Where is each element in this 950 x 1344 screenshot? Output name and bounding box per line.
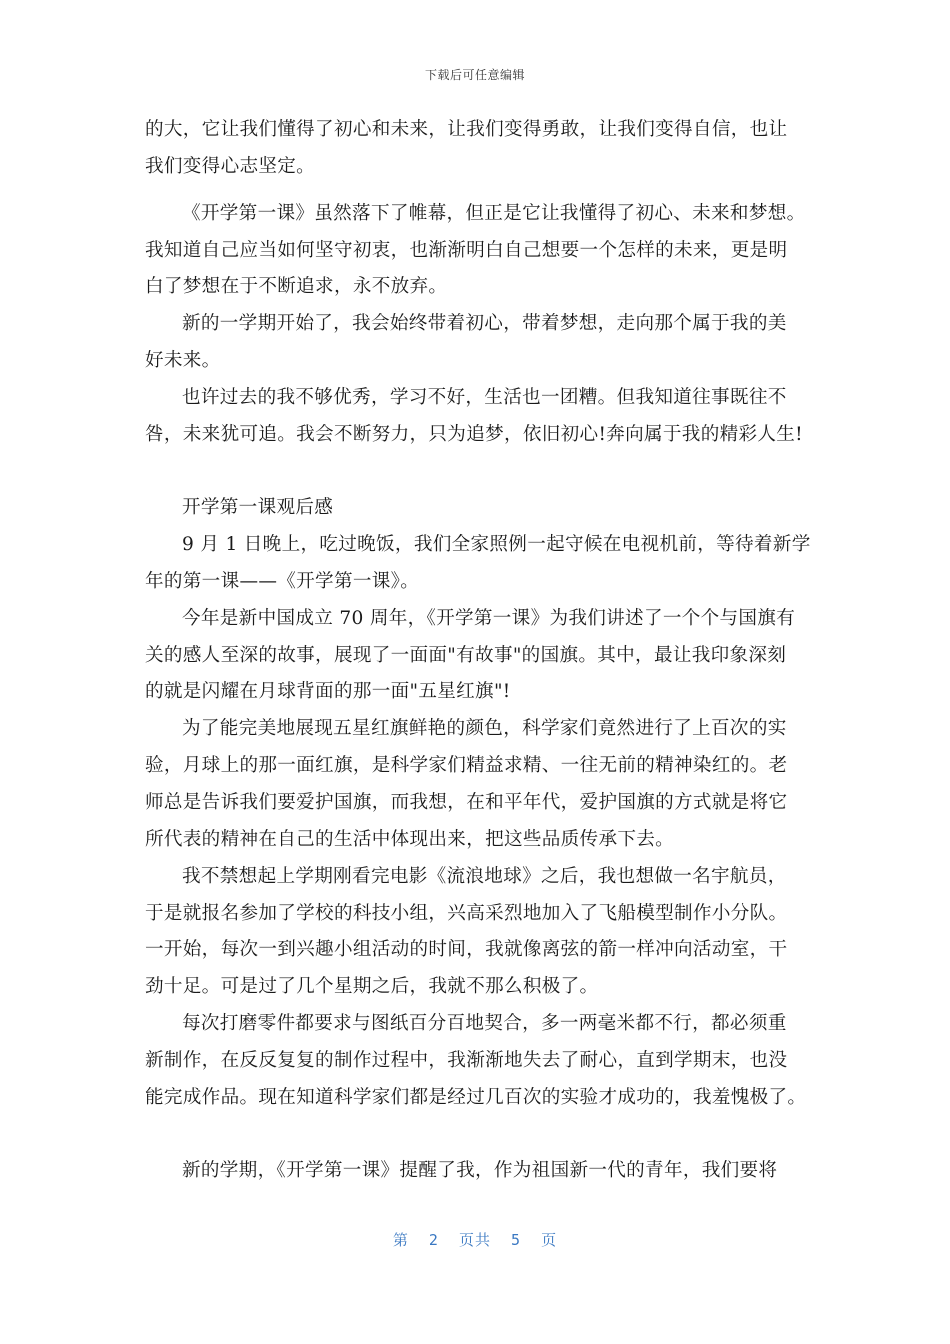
text-line: 每次打磨零件都要求与图纸百分百地契合，多一两毫米都不行，都必须重 <box>182 1013 787 1034</box>
footer-current-page: 2 <box>428 1231 439 1249</box>
text-line: 所代表的精神在自己的生活中体现出来，把这些品质传承下去。 <box>145 829 675 850</box>
page-footer <box>0 1229 950 1250</box>
text-line: 新制作，在反反复复的制作过程中，我渐渐地失去了耐心，直到学期末，也没 <box>145 1050 788 1071</box>
text-line: 关的感人至深的故事，展现了一面面"有故事"的国旗。其中，最让我印象深刻 <box>145 645 787 666</box>
text-line: 新的一学期开始了，我会始终带着初心，带着梦想，走向那个属于我的美 <box>182 313 787 334</box>
text-line: 的大，它让我们懂得了初心和未来，让我们变得勇敢，让我们变得自信，也让 <box>145 119 788 140</box>
text-line: 白了梦想在于不断追求，永不放弃。 <box>145 276 448 297</box>
text-line: 咎，未来犹可追。我会不断努力，只为追梦，依旧初心!奔向属于我的精彩人生! <box>145 424 803 445</box>
footer-page-suffix: 页 <box>541 1231 558 1249</box>
footer-total-pages: 5 <box>511 1231 522 1249</box>
text-line: 今年是新中国成立 70 周年，《开学第一课》为我们讲述了一个个与国旗有 <box>182 608 796 629</box>
text-line: 新的学期，《开学第一课》提醒了我，作为祖国新一代的青年，我们要将 <box>182 1160 778 1181</box>
text-line: 好未来。 <box>145 350 221 371</box>
footer-page-word: 第 <box>392 1231 409 1249</box>
text-line: 9 月 1 日晚上，吃过晚饭，我们全家照例一起守候在电视机前，等待着新学 <box>182 534 811 555</box>
text-line: 师总是告诉我们要爱护国旗，而我想，在和平年代，爱护国旗的方式就是将它 <box>145 792 788 813</box>
text-line: 劲十足。可是过了几个星期之后，我就不那么积极了。 <box>145 976 599 997</box>
text-line: 能完成作品。现在知道科学家们都是经过几百次的实验才成功的，我羞愧极了。 <box>145 1087 807 1108</box>
text-line: 也许过去的我不够优秀，学习不好，生活也一团糟。但我知道往事既往不 <box>182 387 787 408</box>
text-line: 于是就报名参加了学校的科技小组，兴高采烈地加入了飞船模型制作小分队。 <box>145 903 788 924</box>
text-line: 验，月球上的那一面红旗，是科学家们精益求精、一往无前的精神染红的。老 <box>145 755 788 776</box>
text-line: 为了能完美地展现五星红旗鲜艳的颜色，科学家们竟然进行了上百次的实 <box>182 718 787 739</box>
text-line: 一开始，每次一到兴趣小组活动的时间，我就像离弦的箭一样冲向活动室，干 <box>145 939 788 960</box>
text-line: 我知道自己应当如何坚守初衷，也渐渐明白自己想要一个怎样的未来，更是明 <box>145 240 788 261</box>
text-line: 《开学第一课》虽然落下了帷幕，但正是它让我懂得了初心、未来和梦想。 <box>182 203 806 224</box>
text-line: 我们变得心志坚定。 <box>145 156 316 177</box>
footer-of-word: 页共 <box>458 1231 491 1249</box>
page-header-note: 下载后可任意编辑 <box>424 68 525 82</box>
section-title: 开学第一课观后感 <box>182 497 334 518</box>
text-line: 的就是闪耀在月球背面的那一面"五星红旗"! <box>145 681 511 702</box>
text-line: 年的第一课——《开学第一课》。 <box>145 571 420 592</box>
text-line: 我不禁想起上学期刚看完电影《流浪地球》之后，我也想做一名宇航员， <box>182 866 787 887</box>
